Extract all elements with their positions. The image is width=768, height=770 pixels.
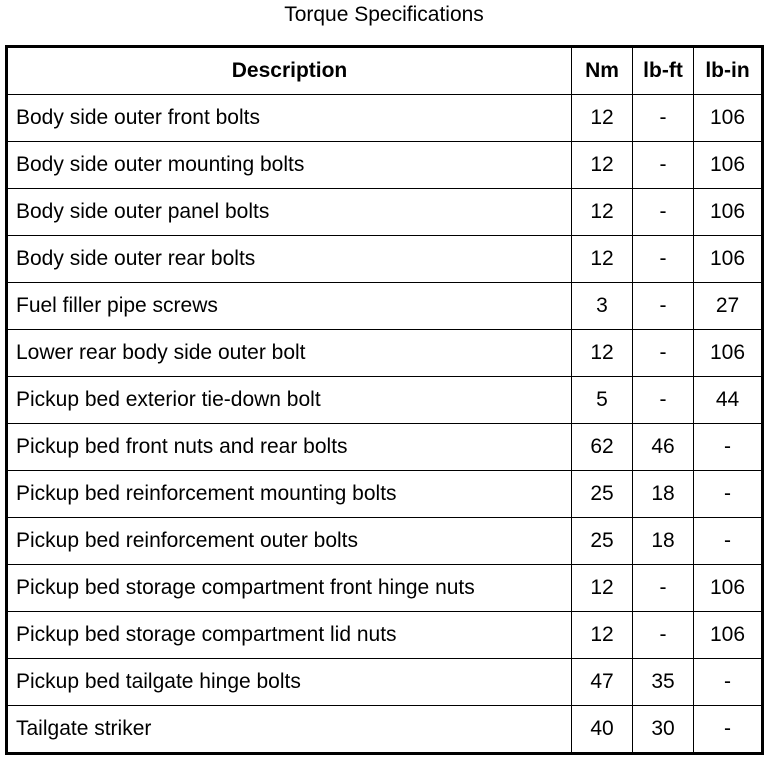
table-row (7, 706, 763, 754)
cell-lb-in: 106 (694, 95, 763, 142)
cell-description: Body side outer mounting bolts (7, 142, 572, 189)
table-row (7, 424, 763, 471)
cell-description: Pickup bed storage compartment lid nuts (7, 612, 572, 659)
cell-nm: 12 (572, 565, 633, 612)
cell-nm: 47 (572, 659, 633, 706)
table-row (7, 142, 763, 189)
cell-lb-in: 106 (694, 189, 763, 236)
cell-lb-ft: - (633, 236, 694, 283)
table-row (7, 236, 763, 283)
header-nm: Nm (572, 47, 633, 95)
cell-nm: 40 (572, 706, 633, 754)
cell-lb-ft: 46 (633, 424, 694, 471)
cell-nm: 12 (572, 142, 633, 189)
cell-nm: 5 (572, 377, 633, 424)
cell-nm: 25 (572, 518, 633, 565)
cell-lb-ft: - (633, 283, 694, 330)
table-header (7, 47, 763, 95)
cell-lb-ft: 18 (633, 471, 694, 518)
table-row (7, 518, 763, 565)
torque-spec-table (5, 45, 764, 755)
cell-description: Tailgate striker (7, 706, 572, 754)
cell-nm: 12 (572, 330, 633, 377)
cell-lb-ft: - (633, 565, 694, 612)
header-row (7, 47, 763, 95)
cell-lb-ft: - (633, 377, 694, 424)
cell-lb-in: - (694, 706, 763, 754)
cell-lb-ft: - (633, 142, 694, 189)
cell-lb-ft: - (633, 612, 694, 659)
header-lb-in: lb-in (694, 47, 763, 95)
cell-lb-ft: 18 (633, 518, 694, 565)
table-row (7, 189, 763, 236)
table-row (7, 283, 763, 330)
cell-nm: 12 (572, 236, 633, 283)
cell-lb-in: 106 (694, 612, 763, 659)
cell-lb-in: - (694, 518, 763, 565)
cell-nm: 12 (572, 95, 633, 142)
cell-lb-in: 106 (694, 330, 763, 377)
table-row (7, 330, 763, 377)
cell-description: Pickup bed tailgate hinge bolts (7, 659, 572, 706)
cell-lb-ft: 30 (633, 706, 694, 754)
cell-description: Body side outer panel bolts (7, 189, 572, 236)
cell-lb-in: - (694, 659, 763, 706)
cell-nm: 12 (572, 612, 633, 659)
cell-nm: 12 (572, 189, 633, 236)
cell-nm: 25 (572, 471, 633, 518)
cell-lb-in: 106 (694, 142, 763, 189)
table-row (7, 659, 763, 706)
cell-nm: 62 (572, 424, 633, 471)
cell-lb-ft: - (633, 189, 694, 236)
cell-description: Lower rear body side outer bolt (7, 330, 572, 377)
header-lb-ft: lb-ft (633, 47, 694, 95)
cell-lb-in: 106 (694, 565, 763, 612)
cell-lb-in: - (694, 471, 763, 518)
cell-lb-ft: 35 (633, 659, 694, 706)
table-body (7, 95, 763, 754)
cell-description: Pickup bed storage compartment front hinge nuts (7, 565, 572, 612)
cell-description: Fuel filler pipe screws (7, 283, 572, 330)
table-row (7, 95, 763, 142)
cell-lb-in: - (694, 424, 763, 471)
header-description: Description (7, 47, 572, 95)
cell-lb-in: 44 (694, 377, 763, 424)
cell-description: Pickup bed reinforcement outer bolts (7, 518, 572, 565)
cell-description: Pickup bed reinforcement mounting bolts (7, 471, 572, 518)
cell-nm: 3 (572, 283, 633, 330)
cell-description: Body side outer front bolts (7, 95, 572, 142)
cell-description: Pickup bed exterior tie-down bolt (7, 377, 572, 424)
table-row (7, 377, 763, 424)
cell-lb-in: 106 (694, 236, 763, 283)
cell-lb-ft: - (633, 330, 694, 377)
cell-lb-in: 27 (694, 283, 763, 330)
cell-description: Pickup bed front nuts and rear bolts (7, 424, 572, 471)
cell-lb-ft: - (633, 95, 694, 142)
table-caption: Torque Specifications (284, 3, 484, 26)
table-row (7, 471, 763, 518)
table-row (7, 612, 763, 659)
table-row (7, 565, 763, 612)
cell-description: Body side outer rear bolts (7, 236, 572, 283)
